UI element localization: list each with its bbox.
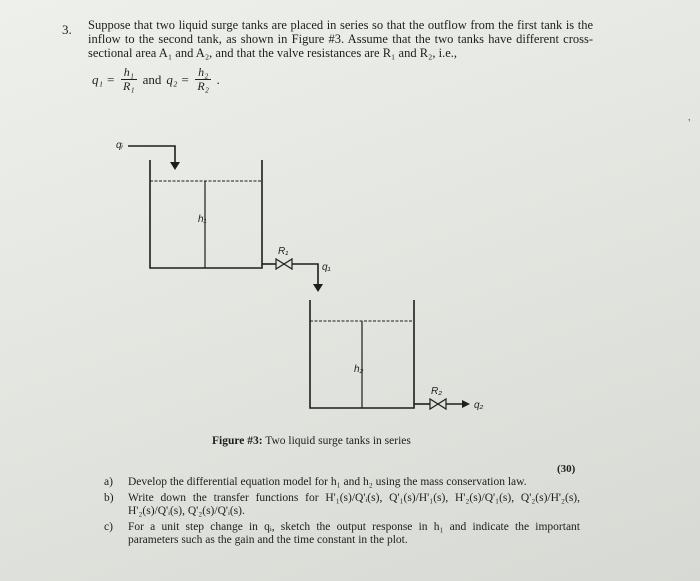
fraction-r2: R₂ [197,79,209,93]
inflow-arrowhead [170,162,180,170]
valve-1-right [284,259,292,269]
fraction-r1: R₁ [123,79,135,93]
outflow-1-arrowhead [313,284,323,292]
label-inflow: qᵢ [116,140,123,151]
label-h1: h₁ [198,214,207,225]
fraction-h2: h₂ [195,66,211,80]
outflow-2-arrowhead [462,400,470,408]
part-c-text: For a unit step change in qᵢ, sketch the output response in h₁ and indicate the important parameters such as the gain and the time constant in the plot. [128,520,580,546]
part-c [104,521,580,548]
label-outflow-1: q₁ [322,262,331,273]
formula-q1: q₁ = [92,71,116,87]
label-outflow-2: q₂ [474,400,484,411]
label-h2: h₂ [354,364,364,375]
question-number: 3. [62,22,72,37]
part-b [104,492,580,519]
label-valve-2: R₂ [431,386,443,397]
formula-q2: q₂ = [166,71,190,87]
part-a-text: Develop the differential equation model for h₁ and h₂ using the mass conservation law. [128,476,527,488]
margin-mark: ʼ [688,118,691,130]
part-a [104,476,580,490]
valve-2-left [430,399,438,409]
figure-caption [212,435,411,447]
inflow-pipe [128,146,175,164]
question-parts [104,476,580,550]
formula-and: and [142,71,162,87]
points-value: (30) [557,463,576,475]
part-b-label: b) [104,491,114,504]
formula-period: . [216,71,221,87]
question-intro: Suppose that two liquid surge tanks are placed in series so that the outflow from the first tank is the inflow to the second tank, as shown in Figure #3. Assume that the two tanks have different cross-sectional area A₁ and A₂, and that the valve resistances are R₁ and R₂, i.e., [88,18,593,60]
fraction-h1: h₁ [121,66,137,80]
figure-caption-text: Two liquid surge tanks in series [265,435,411,447]
part-c-label: c) [104,520,113,533]
part-a-label: a) [104,476,113,488]
outflow-1-pipe [292,264,318,286]
part-b-text: Write down the transfer functions for H'₁(s)/Q'ᵢ(s), Q'₁(s)/H'₁(s), H'₂(s)/Q'₁(s), Q'₂(s)/H'₂(s), H'₂(s)/Q'ᵢ(s), Q'₂(s)/Q'ᵢ(s). [128,491,580,517]
valve-2-right [438,399,446,409]
label-valve-1: R₁ [278,246,289,257]
valve-1-left [276,259,284,269]
figure-caption-prefix: Figure #3: [212,435,263,447]
